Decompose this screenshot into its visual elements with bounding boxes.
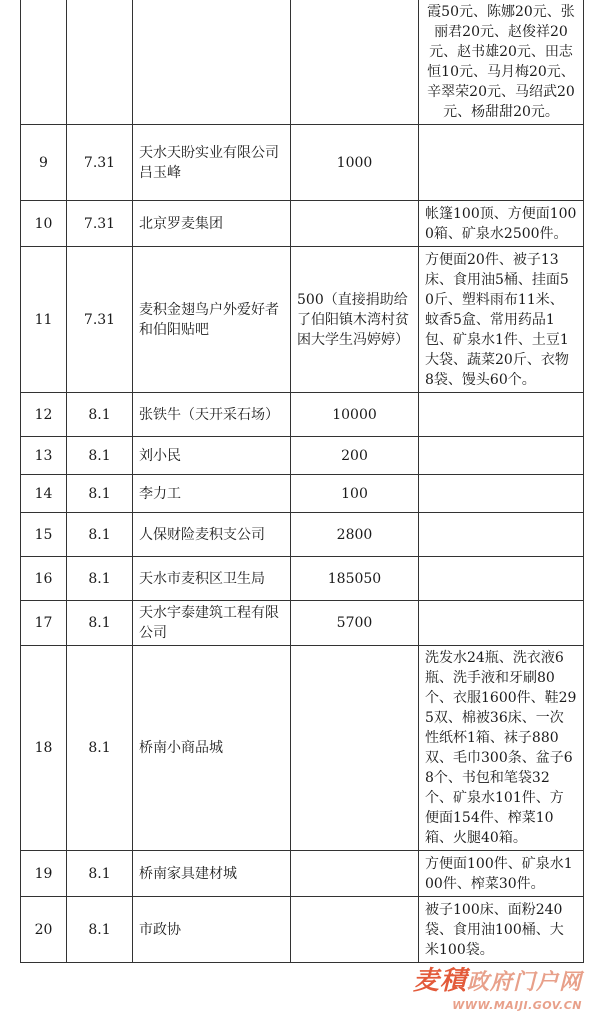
row-amount: 5700 bbox=[291, 601, 419, 646]
row-date: 8.1 bbox=[67, 897, 133, 963]
row-goods: 方便面100件、矿泉水100件、榨菜30件。 bbox=[419, 851, 584, 897]
row-goods: 被子100床、面粉240袋、食用油100桶、大米100袋。 bbox=[419, 897, 584, 963]
row-donor: 北京罗麦集团 bbox=[133, 201, 291, 247]
row-date: 8.1 bbox=[67, 601, 133, 646]
row-donor: 天水天盼实业有限公司吕玉峰 bbox=[133, 125, 291, 201]
row-date: 8.1 bbox=[67, 513, 133, 557]
row-number: 15 bbox=[21, 513, 67, 557]
table-row bbox=[21, 437, 584, 475]
row-goods: 帐篷100顶、方便面1000箱、矿泉水2500件。 bbox=[419, 201, 584, 247]
row-amount: 2800 bbox=[291, 513, 419, 557]
row-goods bbox=[419, 437, 584, 475]
donation-table bbox=[20, 0, 584, 963]
row-donor: 人保财险麦积支公司 bbox=[133, 513, 291, 557]
table-row bbox=[21, 0, 584, 125]
row-number: 17 bbox=[21, 601, 67, 646]
table-row bbox=[21, 513, 584, 557]
row-number: 13 bbox=[21, 437, 67, 475]
row-number: 20 bbox=[21, 897, 67, 963]
watermark-logo bbox=[413, 968, 582, 994]
row-date: 8.1 bbox=[67, 646, 133, 851]
row-number: 16 bbox=[21, 557, 67, 601]
row-goods bbox=[419, 601, 584, 646]
row-goods: 方便面20件、被子13床、食用油5桶、挂面50斤、塑料雨布11米、蚊香5盒、常用药品1包、矿泉水1件、土豆1大袋、蔬菜20斤、衣物8袋、馒头60个。 bbox=[419, 247, 584, 393]
row-goods bbox=[419, 557, 584, 601]
row-date: 7.31 bbox=[67, 247, 133, 393]
row-date: 7.31 bbox=[67, 125, 133, 201]
row-donor: 刘小民 bbox=[133, 437, 291, 475]
row-amount bbox=[291, 646, 419, 851]
row-amount: 200 bbox=[291, 437, 419, 475]
row-goods: 霞50元、陈娜20元、张丽君20元、赵俊祥20元、赵书雄20元、田志恒10元、马月梅20元、辛翠荣20元、马绍武20元、杨甜甜20元。 bbox=[419, 0, 584, 125]
row-number: 10 bbox=[21, 201, 67, 247]
row-date: 8.1 bbox=[67, 475, 133, 513]
row-number: 18 bbox=[21, 646, 67, 851]
table-row bbox=[21, 475, 584, 513]
row-donor: 李力工 bbox=[133, 475, 291, 513]
row-amount: 500（直接捐助给了伯阳镇木湾村贫困大学生冯婷婷） bbox=[291, 247, 419, 393]
row-donor: 桥南小商品城 bbox=[133, 646, 291, 851]
table-row bbox=[21, 557, 584, 601]
table-row bbox=[21, 201, 584, 247]
row-goods bbox=[419, 393, 584, 437]
row-amount: 185050 bbox=[291, 557, 419, 601]
table-row bbox=[21, 393, 584, 437]
table-row bbox=[21, 646, 584, 851]
row-amount bbox=[291, 897, 419, 963]
row-donor: 桥南家具建材城 bbox=[133, 851, 291, 897]
row-donor bbox=[133, 0, 291, 125]
table-row bbox=[21, 897, 584, 963]
row-amount: 1000 bbox=[291, 125, 419, 201]
row-number bbox=[21, 0, 67, 125]
row-number: 12 bbox=[21, 393, 67, 437]
row-goods bbox=[419, 513, 584, 557]
row-donor: 麦积金翅鸟户外爱好者和伯阳贴吧 bbox=[133, 247, 291, 393]
watermark-title: 政府门户网 bbox=[466, 969, 582, 995]
row-date: 8.1 bbox=[67, 393, 133, 437]
row-number: 19 bbox=[21, 851, 67, 897]
row-donor: 张铁牛（天开采石场） bbox=[133, 393, 291, 437]
row-goods bbox=[419, 125, 584, 201]
table-row bbox=[21, 125, 584, 201]
row-date: 8.1 bbox=[67, 851, 133, 897]
row-date: 8.1 bbox=[67, 437, 133, 475]
row-amount: 100 bbox=[291, 475, 419, 513]
watermark-url: WWW.MAIJI.GOV.CN bbox=[452, 999, 582, 1012]
row-goods: 洗发水24瓶、洗衣液6瓶、洗手液和牙刷80个、衣服1600件、鞋295双、棉被36床、一次性纸杯1箱、袜子880双、毛巾300条、盆子68个、书包和笔袋32个、矿泉水101件、方便面154件、榨菜10箱、火腿40箱。 bbox=[419, 646, 584, 851]
row-goods bbox=[419, 475, 584, 513]
row-number: 9 bbox=[21, 125, 67, 201]
table-row bbox=[21, 851, 584, 897]
table-row bbox=[21, 601, 584, 646]
row-amount bbox=[291, 201, 419, 247]
row-donor: 市政协 bbox=[133, 897, 291, 963]
row-amount: 10000 bbox=[291, 393, 419, 437]
row-date: 8.1 bbox=[67, 557, 133, 601]
watermark-brand: 麦積 bbox=[412, 966, 467, 996]
row-date: 7.31 bbox=[67, 201, 133, 247]
row-number: 14 bbox=[21, 475, 67, 513]
row-number: 11 bbox=[21, 247, 67, 393]
row-amount bbox=[291, 0, 419, 125]
table-row bbox=[21, 247, 584, 393]
site-watermark bbox=[413, 968, 582, 1011]
row-amount bbox=[291, 851, 419, 897]
row-date bbox=[67, 0, 133, 125]
row-donor: 天水市麦积区卫生局 bbox=[133, 557, 291, 601]
row-donor: 天水宇泰建筑工程有限公司 bbox=[133, 601, 291, 646]
